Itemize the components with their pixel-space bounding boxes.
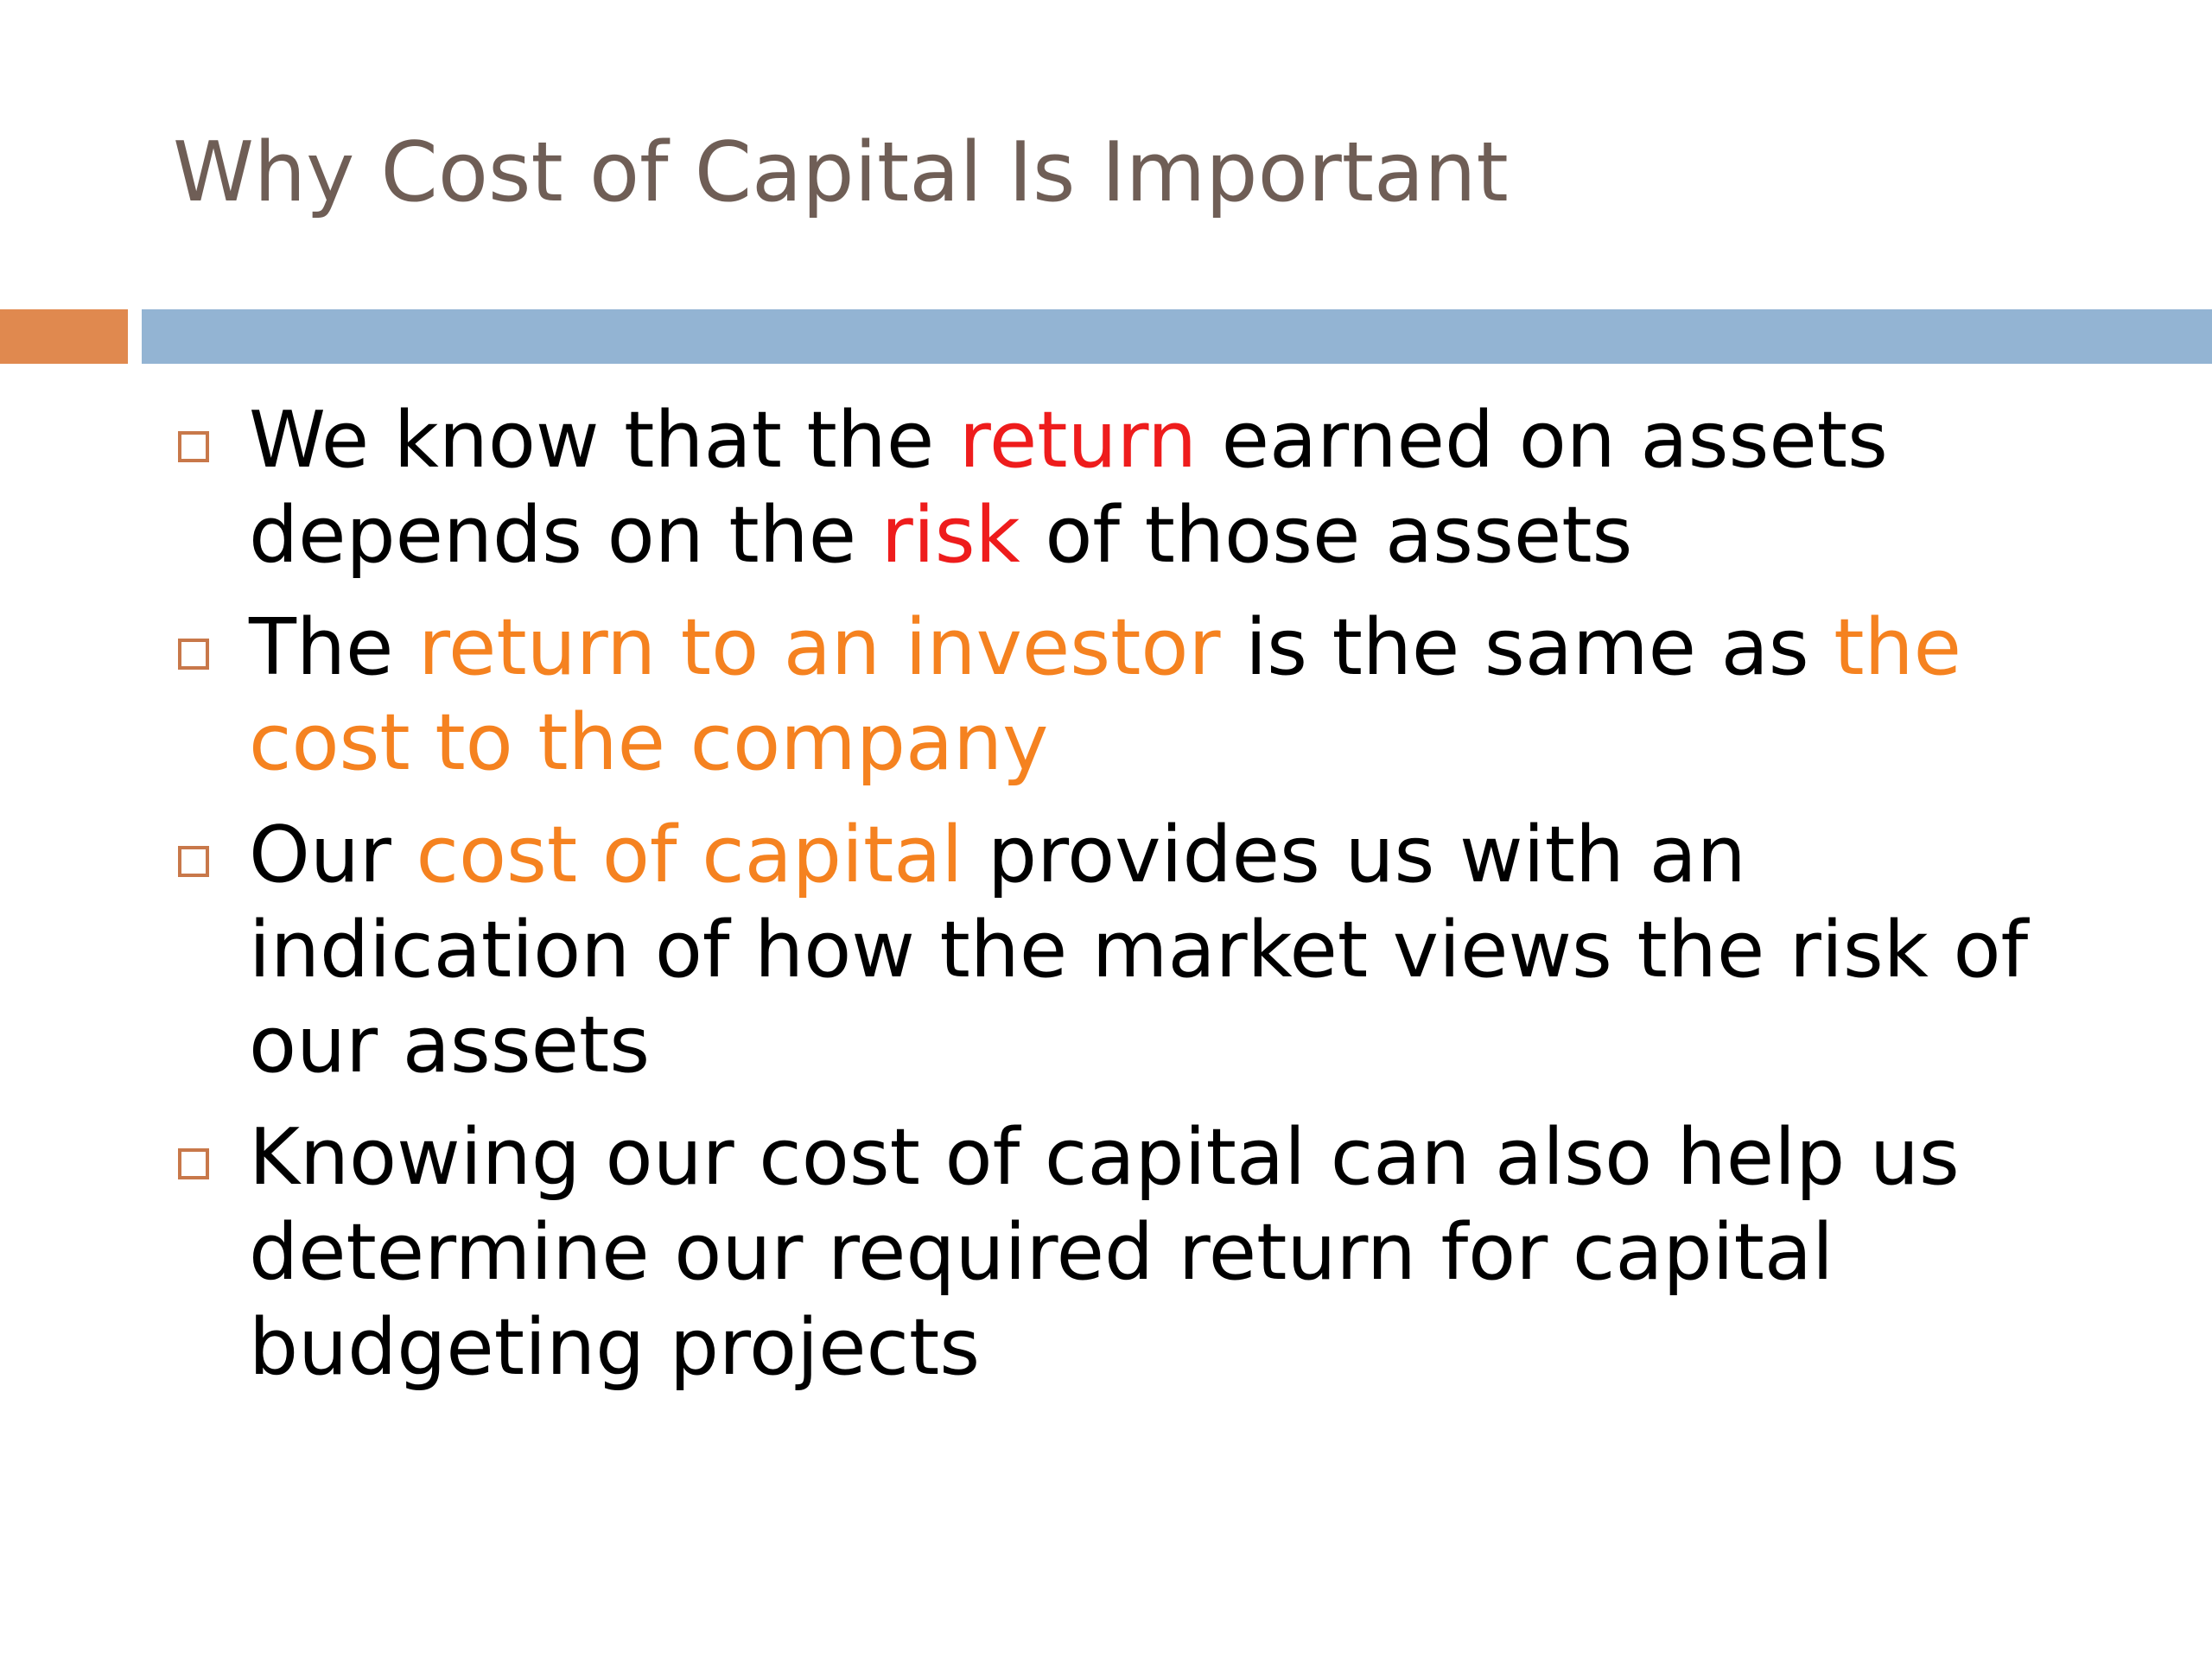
accent-bar-orange: [0, 309, 128, 364]
bullet-text: [249, 602, 1961, 788]
bullet-item: [173, 393, 2108, 583]
bullet-text-segment: Knowing our cost of capital can also help us determine our required return for capital budgeting projects: [249, 1112, 1960, 1393]
highlight-term: risk: [880, 490, 1020, 581]
accent-bar-blue: [142, 309, 2212, 364]
bullet-text: [249, 395, 1888, 581]
bullet-list: [173, 393, 2108, 1413]
hollow-square-icon: [178, 846, 209, 877]
hollow-square-icon: [178, 1148, 209, 1179]
bullet-text-segment: earned on assets depends on the: [249, 395, 1888, 581]
bullet-item: [173, 1110, 2108, 1395]
bullet-text-segment: provides us with an indication of how the market views the risk of our assets: [249, 810, 2029, 1090]
bullet-text-segment: We know that the: [249, 395, 959, 486]
highlight-term: return: [958, 395, 1198, 486]
bullet-item: [173, 808, 2108, 1093]
slide-title: Why Cost of Capital Is Important: [173, 125, 1509, 220]
bullet-text-segment: is the same as: [1220, 602, 1834, 693]
bullet-text-segment: Our: [249, 810, 416, 900]
bullet-text-segment: of those assets: [1020, 490, 1633, 581]
highlight-term: the cost to the company: [249, 602, 1961, 788]
bullet-item: [173, 601, 2108, 791]
bullet-text: [249, 810, 2028, 1090]
bullet-text: [249, 1112, 1960, 1393]
hollow-square-icon: [178, 431, 209, 462]
highlight-term: cost of capital: [416, 810, 963, 900]
highlight-term: return to an investor: [418, 602, 1221, 693]
bullet-text-segment: The: [249, 602, 418, 693]
hollow-square-icon: [178, 639, 209, 670]
